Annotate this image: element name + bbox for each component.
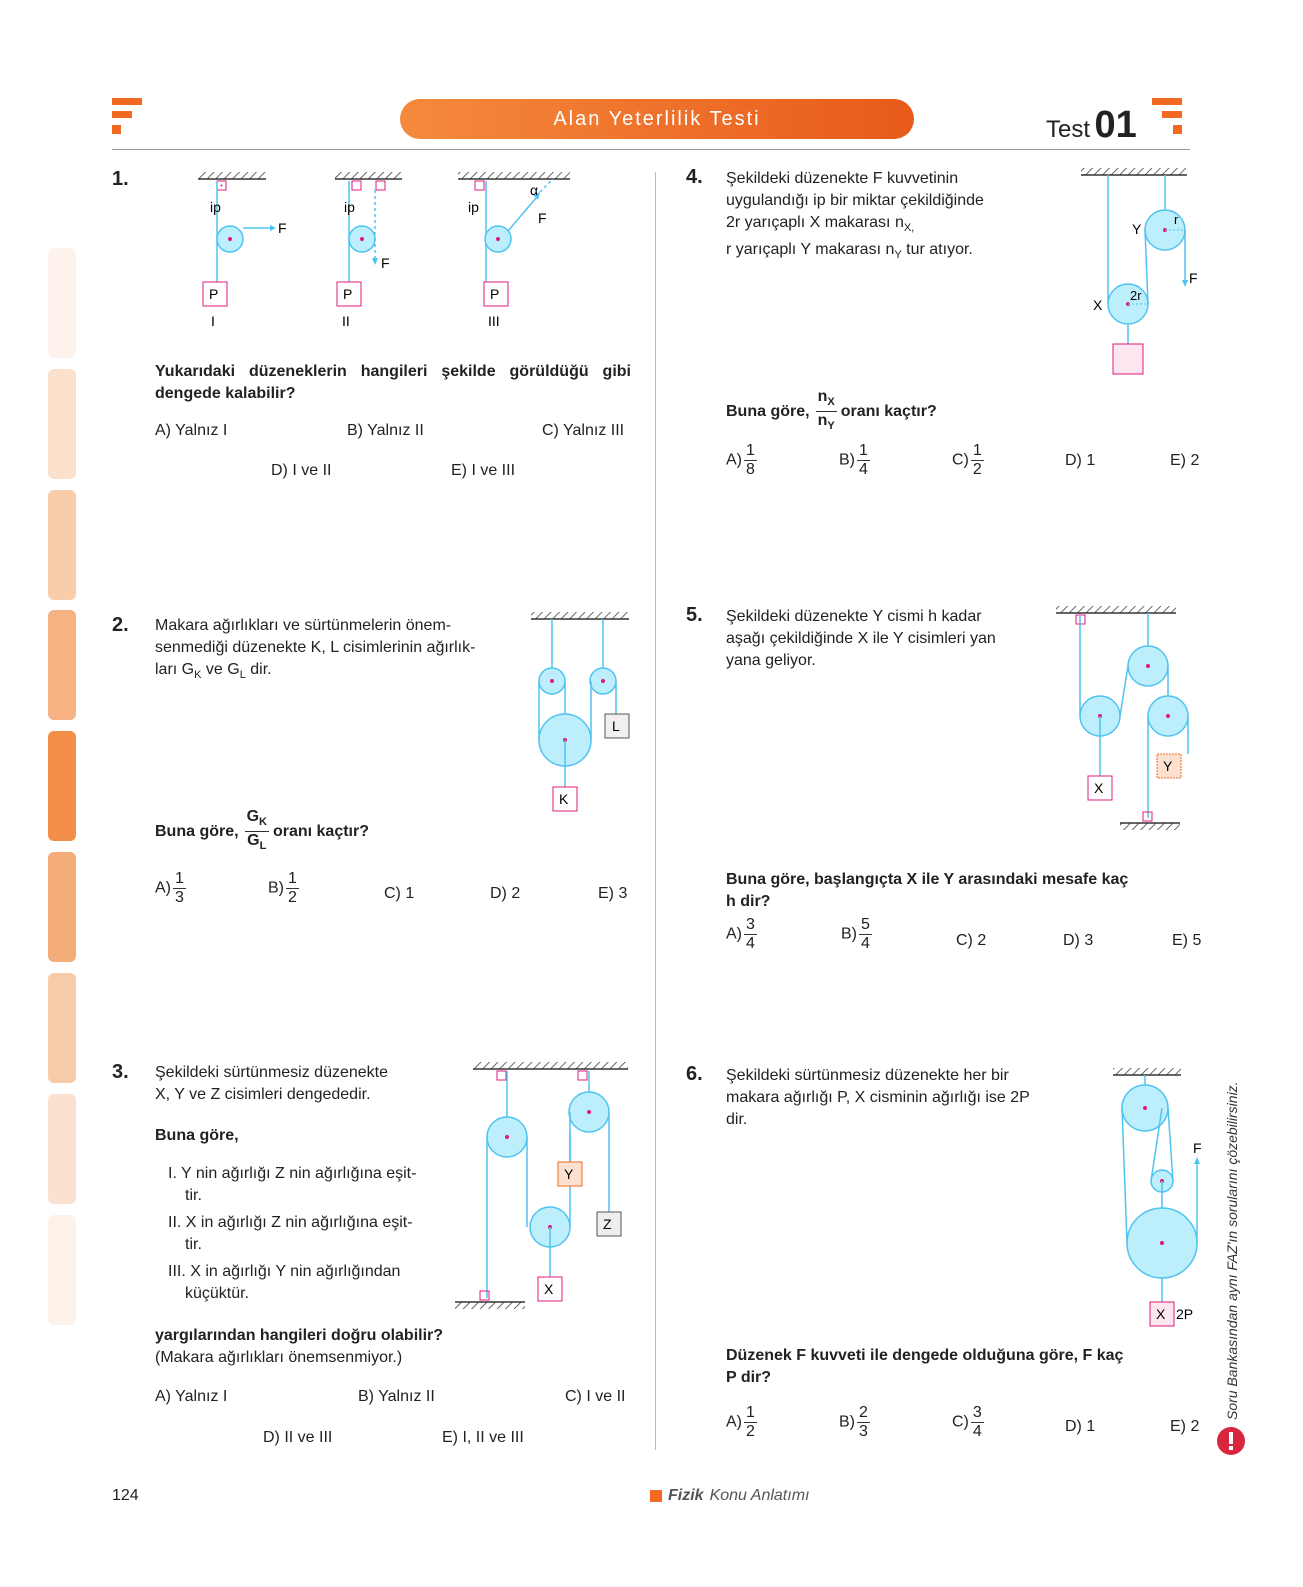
q4-text: Şekildeki düzenekte F kuvvetinin uygulandığı ip bir miktar çekildiğinde 2r yarıçaplı X makarası $n_{X,}$ r yarıçaplı Y makarası $n_Y$ tur atıyor.	[726, 170, 984, 262]
q5-option-d[interactable]: D) 3	[1063, 932, 1094, 949]
q1-question: Yukarıdaki düzeneklerin hangileri şekilde görüldüğü gibi dengede kalabilir?	[155, 363, 631, 402]
q3-item: III. X in ağırlığı Y nin ağırlığından	[168, 1263, 401, 1280]
q1-number: 1.	[112, 168, 129, 190]
q3-label-y: Y	[564, 1166, 574, 1182]
q2-option-b[interactable]: B) $\frac{1}{2}$	[268, 870, 297, 906]
q3-item-cont: tir.	[185, 1187, 202, 1204]
q2-text-line: Makara ağırlıkları ve sürtünmelerin önem-	[155, 617, 452, 634]
q1-label-p: P	[209, 286, 219, 302]
q6-label-f: F	[1193, 1140, 1202, 1156]
q4-label-r: r	[1174, 212, 1179, 227]
q1-label-ip: ip	[344, 199, 355, 215]
q1-option-a[interactable]: A) Yalnız I	[155, 422, 228, 439]
q4-label-y: Y	[1132, 221, 1142, 237]
q3-option-c[interactable]: C) I ve II	[565, 1388, 626, 1405]
q6-question: Düzenek F kuvveti ile dengede olduğuna göre, F kaç P dir?	[726, 1347, 1124, 1386]
q1-label-alpha: α	[530, 182, 539, 198]
q1-label-p: P	[490, 286, 500, 302]
q4-label-x: X	[1093, 297, 1103, 313]
q6-text: Şekildeki sürtünmesiz düzenekte her bir makara ağırlığı P, X cisminin ağırlığı ise 2P dir.	[726, 1067, 1030, 1128]
q4-option-a[interactable]: A) $\frac{1}{8}$	[726, 442, 755, 478]
q5-label-x: X	[1094, 780, 1104, 796]
q2-option-a[interactable]: A) $\frac{1}{3}$	[155, 870, 184, 906]
q3-ask: Buna göre,	[155, 1127, 239, 1144]
footer-subject: Fizik Konu Anlatımı	[650, 1487, 809, 1505]
column-divider	[655, 172, 656, 1450]
q4-ask: Buna göre, $\frac{n_X}{n_Y}$ oranı kaçtır?	[726, 388, 937, 433]
q3-text: Şekildeki sürtünmesiz düzenekte X, Y ve Z cisimleri dengededir.	[155, 1064, 389, 1103]
q1-label-ii: II	[342, 313, 350, 329]
side-tab	[48, 731, 76, 841]
q2-figure	[525, 612, 635, 832]
side-tab	[48, 973, 76, 1083]
side-note: Soru Bankasından aynı FAZ'ın sorularını çözebilirsiniz.	[1224, 1081, 1240, 1420]
q3-label-z: Z	[603, 1216, 612, 1232]
q1-option-c[interactable]: C) Yalnız III	[542, 422, 625, 439]
side-tab	[48, 610, 76, 720]
test-number: 01	[1094, 104, 1137, 146]
q2-option-c[interactable]: C) 1	[384, 885, 415, 902]
side-tab	[48, 248, 76, 358]
q3-option-b[interactable]: B) Yalnız II	[358, 1388, 435, 1405]
q4-label-2r: 2r	[1130, 288, 1142, 303]
q5-label-y: Y	[1163, 758, 1173, 774]
test-label-group	[1046, 104, 1137, 147]
q6-number: 6.	[686, 1063, 703, 1085]
q5-option-e[interactable]: E) 5	[1172, 932, 1202, 949]
q4-number: 4.	[686, 166, 703, 188]
q4-option-d[interactable]: D) 1	[1065, 452, 1096, 469]
q1-figure	[190, 170, 610, 340]
q3-item-cont: küçüktür.	[185, 1285, 250, 1302]
logo-left-icon	[112, 98, 144, 138]
q3-item-cont: tir.	[185, 1236, 202, 1253]
q4-figure	[1075, 168, 1198, 378]
side-tab	[48, 1094, 76, 1204]
q5-question: Buna göre, başlangıçta X ile Y arasındaki mesafe kaç h dir?	[726, 871, 1129, 910]
q2-label-l: L	[612, 718, 620, 734]
q5-text: Şekildeki düzenekte Y cismi h kadar aşağı çekildiğinde X ile Y cisimleri yan yana geliyor.	[726, 608, 996, 669]
side-tab	[48, 369, 76, 479]
q2-text	[155, 615, 505, 686]
q6-option-b[interactable]: B) $\frac{2}{3}$	[839, 1404, 868, 1440]
q3-figure	[455, 1062, 635, 1322]
q2-option-d[interactable]: D) 2	[490, 885, 521, 902]
side-tab	[48, 490, 76, 600]
q1-label-f: F	[278, 220, 287, 236]
q5-option-b[interactable]: B) $\frac{5}{4}$	[841, 916, 870, 952]
q2-option-e[interactable]: E) 3	[598, 885, 628, 902]
exclamation-icon	[1216, 1426, 1246, 1456]
q1-option-e[interactable]: E) I ve III	[451, 462, 516, 479]
logo-right-icon	[1150, 98, 1182, 138]
q4-option-e[interactable]: E) 2	[1170, 452, 1200, 469]
header-title: Alan Yeterlilik Testi	[400, 99, 914, 139]
q5-option-c[interactable]: C) 2	[956, 932, 987, 949]
q6-label-2p: 2P	[1176, 1306, 1194, 1322]
q1-label-p: P	[343, 286, 353, 302]
q3-item: II. X in ağırlığı Z nin ağırlığına eşit-	[168, 1214, 413, 1231]
q1-label-ip: ip	[468, 199, 479, 215]
q6-option-d[interactable]: D) 1	[1065, 1418, 1096, 1435]
q1-label-ip: ip	[210, 199, 221, 215]
q6-option-e[interactable]: E) 2	[1170, 1418, 1200, 1435]
q3-option-a[interactable]: A) Yalnız I	[155, 1388, 228, 1405]
q2-text-line: senmediği düzenekte K, L cisimlerinin ağırlık-	[155, 639, 476, 656]
q2-number: 2.	[112, 614, 129, 636]
q6-option-a[interactable]: A) $\frac{1}{2}$	[726, 1404, 755, 1440]
q2-text-line: ları $G_K$ ve $G_L$ dir.	[155, 661, 272, 682]
q3-option-d[interactable]: D) II ve III	[263, 1429, 333, 1446]
q2-label-k: K	[559, 791, 569, 807]
q4-label-f: F	[1189, 270, 1198, 286]
q6-label-x: X	[1156, 1306, 1166, 1322]
q3-items	[168, 1163, 446, 1305]
q6-figure	[1105, 1068, 1205, 1333]
q1-label-f: F	[381, 255, 390, 271]
q1-option-d[interactable]: D) I ve II	[271, 462, 332, 479]
page-number: 124	[112, 1487, 139, 1504]
q3-label-x: X	[544, 1281, 554, 1297]
q2-ask: Buna göre, $\frac{G_K}{G_L}$ oranı kaçtır?	[155, 808, 369, 853]
q1-label-f: F	[538, 210, 547, 226]
q4-option-c[interactable]: C) $\frac{1}{2}$	[952, 442, 982, 478]
q1-label-i: I	[211, 313, 215, 329]
footer-square-icon	[650, 1490, 662, 1502]
q5-option-a[interactable]: A) $\frac{3}{4}$	[726, 916, 755, 952]
q1-option-b[interactable]: B) Yalnız II	[347, 422, 424, 439]
q1-label-iii: III	[488, 313, 500, 329]
q5-figure	[1050, 606, 1185, 851]
q3-question: yargılarından hangileri doğru olabilir? (Makara ağırlıkları önemsenmiyor.)	[155, 1327, 444, 1366]
q3-item: I. Y nin ağırlığı Z nin ağırlığına eşit-	[168, 1165, 417, 1182]
side-tab	[48, 852, 76, 962]
q6-option-c[interactable]: C) $\frac{3}{4}$	[952, 1404, 982, 1440]
side-tab	[48, 1215, 76, 1325]
q3-option-e[interactable]: E) I, II ve III	[442, 1429, 524, 1446]
test-label: Test	[1046, 116, 1091, 143]
q5-number: 5.	[686, 604, 703, 626]
q3-number: 3.	[112, 1061, 129, 1083]
q4-option-b[interactable]: B) $\frac{1}{4}$	[839, 442, 868, 478]
header-rule	[112, 149, 1190, 150]
